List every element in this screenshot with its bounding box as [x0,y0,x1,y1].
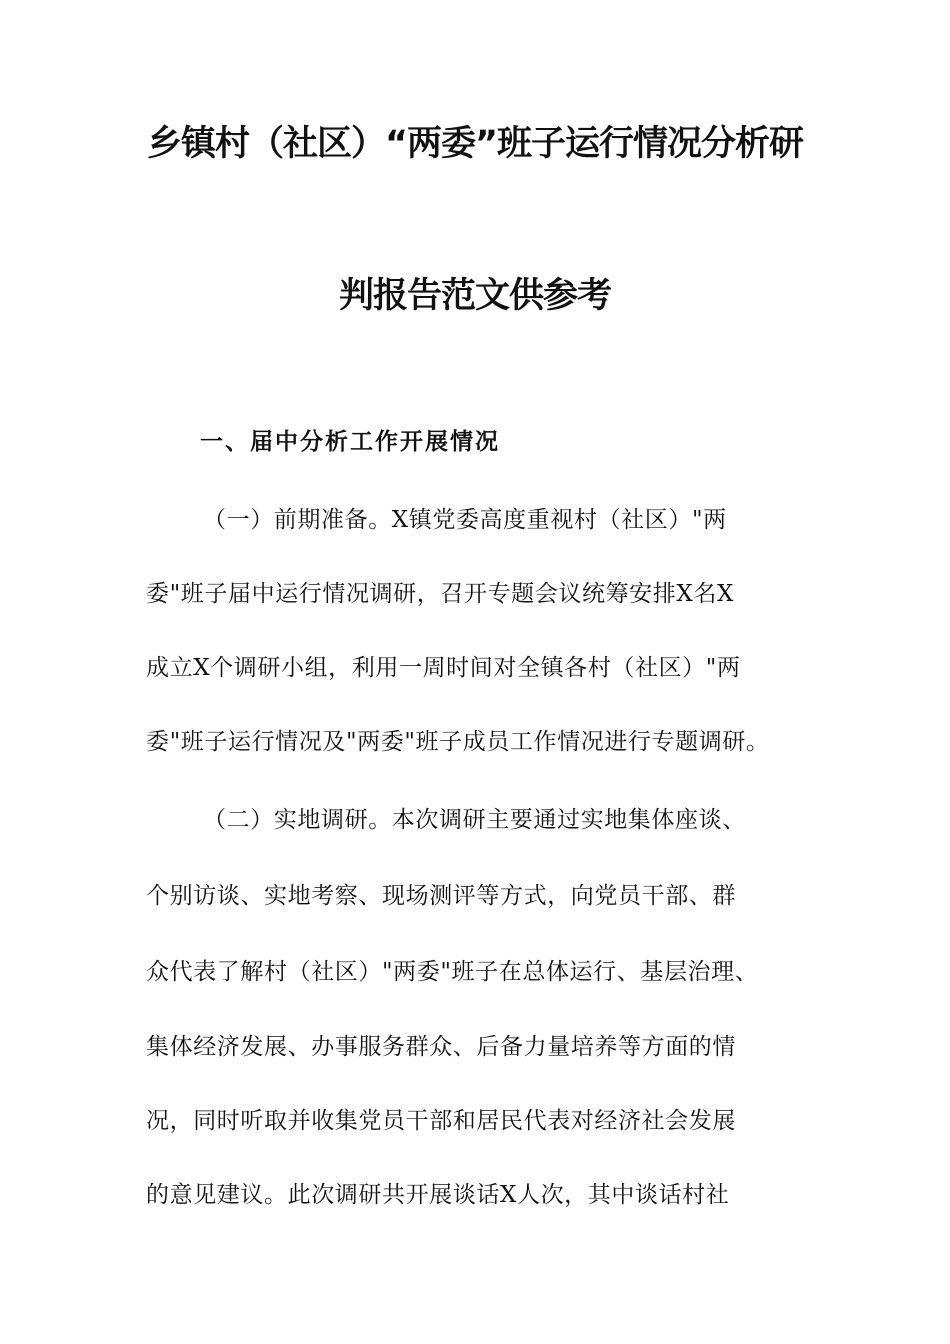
paragraph-2-line-2: 个别访谈、实地考察、现场测评等方式，向党员干部、群 [146,883,736,909]
paragraph-1-line-4: 委"班子运行情况及"两委"班子成员工作情况进行专题调研。 [146,729,770,755]
paragraph-1-line-1: （一）前期准备。X镇党委高度重视村（社区）"两 [203,507,727,533]
document-title-line-1: 乡镇村（社区）“两委”班子运行情况分析研 [146,124,803,164]
paragraph-2-line-1: （二）实地调研。本次调研主要通过实地集体座谈、 [203,807,746,833]
section-heading: 一、届中分析工作开展情况 [200,428,500,455]
document-title-line-2: 判报告范文供参考 [338,276,611,316]
paragraph-2-line-3: 众代表了解村（社区）"两委"班子在总体运行、基层治理、 [146,959,759,985]
paragraph-2-line-4: 集体经济发展、办事服务群众、后备力量培养等方面的情 [146,1034,736,1060]
paragraph-2-line-5: 况，同时听取并收集党员干部和居民代表对经济社会发展 [146,1108,736,1134]
paragraph-1-line-2: 委"班子届中运行情况调研，召开专题会议统筹安排X名X [146,581,734,607]
paragraph-2-line-6: 的意见建议。此次调研共开展谈话X人次，其中谈话村社 [146,1182,730,1208]
paragraph-1-line-3: 成立X个调研小组，利用一周时间对全镇各村（社区）"两 [146,655,741,681]
